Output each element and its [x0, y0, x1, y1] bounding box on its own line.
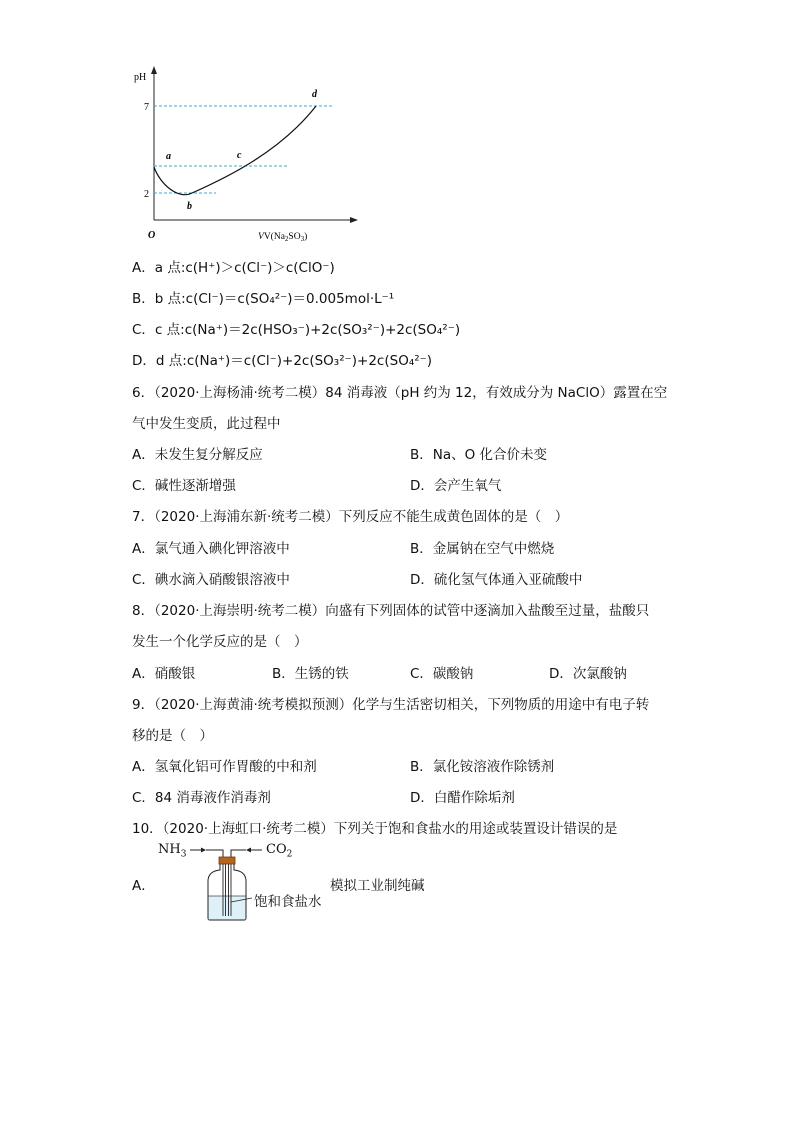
q5-b-text: b 点:c(Cl⁻)＝c(SO₄²⁻)＝0.005mol·L⁻¹	[154, 291, 395, 307]
nh3-arrow-head	[201, 848, 206, 853]
q8-stem-line1: 8．（2020·上海崇明·统考二模）向盛有下列固体的试管中逐滴加入盐酸至过量，盐酸只	[132, 603, 650, 619]
nh3-label: $NH_3$	[158, 842, 187, 860]
q5-option-a	[132, 256, 335, 276]
q5-b-label: B．	[132, 291, 155, 307]
q6-option-b: B．Na、O 化合价未变	[410, 447, 548, 463]
q7-option-d: D．硫化氢气体通入亚硫酸中	[410, 572, 583, 588]
x-axis-arrow	[350, 217, 358, 223]
point-b-label: b	[187, 201, 192, 212]
q8-option-d: D．次氯酸钠	[549, 666, 627, 682]
q9-stem-line1: 9．（2020·上海黄浦·统考模拟预测）化学与生活密切相关，下列物质的用途中有电子转	[132, 697, 650, 713]
y-axis-arrow	[151, 66, 157, 74]
q8-option-c: C．碳酸钠	[410, 666, 474, 682]
q9-option-c: C．84 消毒液作消毒剂	[132, 790, 271, 806]
q7-stem: 7．（2020·上海浦东新·统考二模）下列反应不能生成黄色固体的是（ ）	[132, 509, 569, 525]
q6-option-d: D．会产生氧气	[410, 478, 502, 494]
q7-option-c: C．碘水滴入硝酸银溶液中	[132, 572, 290, 588]
q6-stem-line2: 气中发生变质，此过程中	[132, 416, 281, 432]
q7-option-a: A．氯气通入碘化钾溶液中	[132, 541, 290, 557]
origin-label: O	[148, 230, 156, 241]
liquid	[209, 896, 246, 920]
q9-stem-line2: 移的是（ ）	[132, 728, 213, 744]
point-d-label: d	[312, 89, 317, 100]
q6-stem-line1: 6．（2020·上海杨浦·统考二模）84 消毒液（pH 约为 12，有效成分为 NaClO）露置在空	[132, 385, 668, 401]
ph-curve-graph	[130, 60, 370, 245]
q5-c-label: C．	[132, 322, 155, 338]
q5-c-text: c 点:c(Na⁺)＝2c(HSO₃⁻)+2c(SO₃²⁻)+2c(SO₄²⁻)	[154, 322, 461, 338]
q5-d-text: d 点:c(Na⁺)＝c(Cl⁻)+2c(SO₃²⁻)+2c(SO₄²⁻)	[155, 353, 433, 369]
q10-option-a-label: A．	[132, 878, 155, 894]
q7-option-b: B．金属钠在空气中燃烧	[410, 541, 555, 557]
q5-a-text: a 点:c(H⁺)＞c(Cl⁻)＞c(ClO⁻)	[154, 260, 335, 276]
q6-option-c: C．碱性逐渐增强	[132, 478, 236, 494]
q9-option-a: A．氢氧化铝可作胃酸的中和剂	[132, 759, 317, 775]
q8-option-a: A．硝酸银	[132, 666, 196, 682]
q8-option-b: B．生锈的铁	[272, 666, 349, 682]
q9-option-d: D．白醋作除垢剂	[410, 790, 515, 806]
tick-2-label: 2	[144, 189, 149, 200]
point-a-label: a	[166, 151, 171, 162]
q5-a-label: A．	[132, 260, 155, 276]
co2-label: $CO_2$	[266, 842, 293, 860]
q10-a-caption: 模拟工业制纯碱	[330, 878, 425, 894]
liquid-label: 饱和食盐水	[254, 894, 322, 910]
q6-option-a: A．未发生复分解反应	[132, 447, 263, 463]
tick-7-label: 7	[144, 102, 149, 113]
q9-option-b: B．氯化铵溶液作除锈剂	[410, 759, 555, 775]
co2-arrow-head	[246, 848, 251, 853]
stopper	[219, 857, 235, 864]
ph-curve	[154, 106, 316, 195]
x-axis-label: $VV(Na_2SO_3)$	[258, 232, 308, 243]
y-axis-label: pH	[134, 72, 147, 83]
q5-option-c	[132, 318, 460, 338]
q10-stem: 10．（2020·上海虹口·统考二模）下列关于饱和食盐水的用途或装置设计错误的是	[132, 821, 618, 837]
point-c-label: c	[237, 150, 242, 161]
q5-option-b	[132, 287, 394, 307]
q5-d-label: D．	[132, 353, 156, 369]
q5-option-d	[132, 349, 432, 369]
q8-stem-line2: 发生一个化学反应的是（ ）	[132, 634, 308, 650]
